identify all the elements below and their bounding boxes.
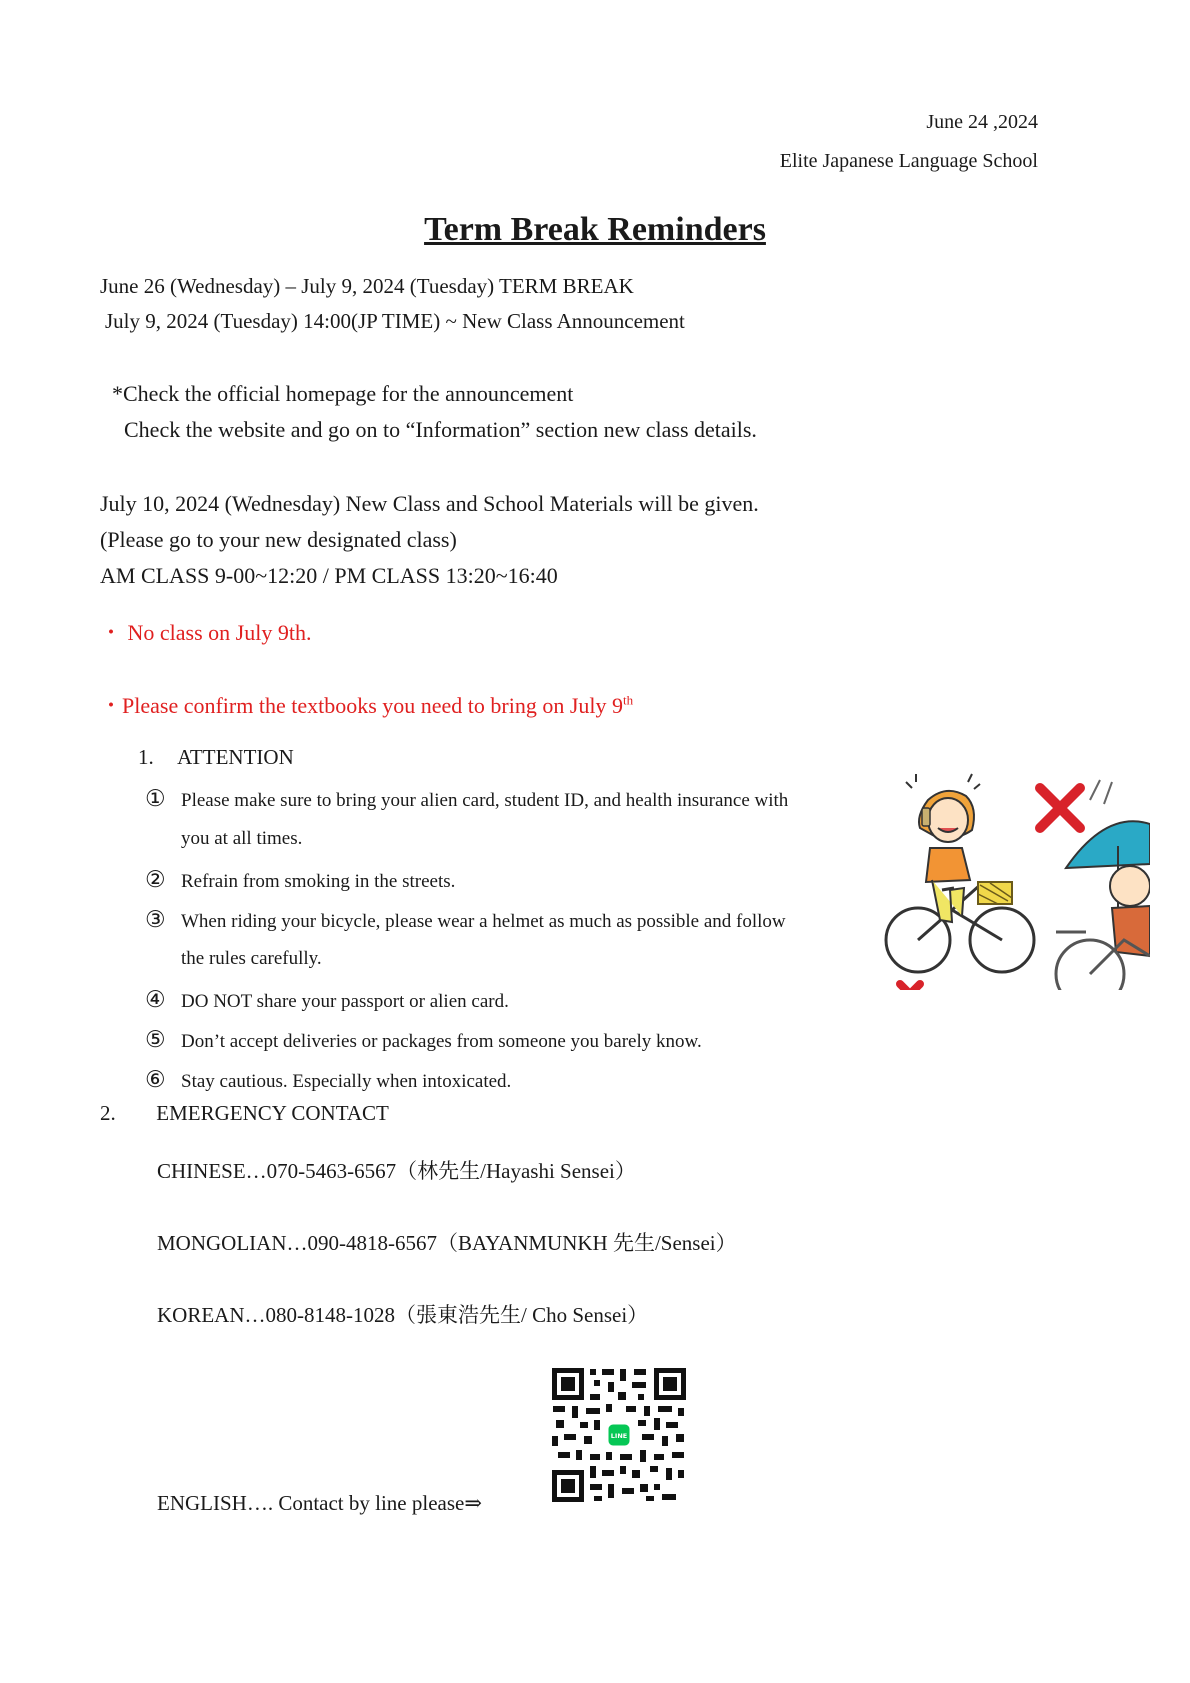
announcement-line: July 9, 2024 (Tuesday) 14:00(JP TIME) ~ New Class Announcement	[105, 309, 685, 333]
line-qr-code[interactable]	[550, 1366, 688, 1504]
attention-title: ATTENTION	[177, 745, 294, 769]
attention-item-3	[145, 908, 786, 933]
item-text: DO NOT share your passport or alien card.	[181, 991, 509, 1012]
item-marker: ①	[145, 786, 166, 811]
item-text: Stay cautious. Especially when intoxicated.	[181, 1071, 512, 1092]
document-date: June 24 ,2024	[926, 111, 1038, 133]
item-text: Please make sure to bring your alien card, student ID, and health insurance with	[181, 790, 789, 811]
contact-english: ENGLISH…. Contact by line please⇒	[157, 1491, 482, 1515]
textbooks-notice-text: ・Please confirm the textbooks you need to bring on July 9	[100, 693, 624, 718]
item-text: When riding your bicycle, please wear a helmet as much as possible and follow	[181, 911, 786, 932]
attention-item-1-cont: you at all times.	[181, 828, 303, 849]
emergency-heading	[100, 1101, 389, 1126]
item-text: Don’t accept deliveries or packages from someone you barely know.	[181, 1031, 702, 1052]
bicycle-illustration-icon	[880, 760, 1150, 990]
homepage-note-line2: Check the website and go on to “Information” section new class details.	[124, 417, 757, 442]
item-text: Refrain from smoking in the streets.	[181, 871, 456, 892]
item-marker: ④	[145, 987, 166, 1012]
qr-code-icon	[550, 1366, 688, 1504]
item-marker: ⑥	[145, 1067, 166, 1092]
emergency-number: 2.	[100, 1101, 116, 1125]
textbooks-notice-sup: th	[623, 692, 634, 708]
attention-item-1	[145, 787, 788, 812]
attention-item-3-cont: the rules carefully.	[181, 948, 322, 969]
line-badge-text: LINE	[610, 1432, 628, 1440]
item-marker: ②	[145, 867, 166, 892]
no-class-notice: ・ No class on July 9th.	[100, 620, 312, 645]
attention-item-5	[145, 1028, 702, 1053]
emergency-title: EMERGENCY CONTACT	[156, 1101, 389, 1125]
contact-korean: KOREAN…080-8148-1028（張東浩先生/ Cho Sensei）	[157, 1303, 649, 1327]
page-title: Term Break Reminders	[424, 211, 766, 248]
new-class-line2: (Please go to your new designated class)	[100, 527, 457, 552]
textbooks-notice	[100, 689, 633, 720]
contact-mongolian: MONGOLIAN…090-4818-6567（BAYANMUNKH 先生/Sensei）	[157, 1231, 737, 1255]
term-break-line: June 26 (Wednesday) – July 9, 2024 (Tuesday) TERM BREAK	[100, 274, 634, 298]
school-name: Elite Japanese Language School	[779, 150, 1038, 172]
class-times-line: AM CLASS 9-00~12:20 / PM CLASS 13:20~16:40	[100, 563, 558, 588]
contact-chinese: CHINESE…070-5463-6567（林先生/Hayashi Sensei）	[157, 1159, 636, 1183]
attention-item-6	[145, 1068, 511, 1093]
attention-heading	[138, 745, 294, 770]
attention-number: 1.	[138, 745, 154, 769]
attention-item-4	[145, 988, 509, 1013]
attention-item-2	[145, 868, 455, 893]
new-class-line1: July 10, 2024 (Wednesday) New Class and School Materials will be given.	[100, 491, 759, 516]
bicycle-safety-illustration	[880, 760, 1150, 990]
homepage-note-line1: *Check the official homepage for the announcement	[112, 381, 574, 406]
item-marker: ③	[145, 907, 166, 932]
item-marker: ⑤	[145, 1027, 166, 1052]
